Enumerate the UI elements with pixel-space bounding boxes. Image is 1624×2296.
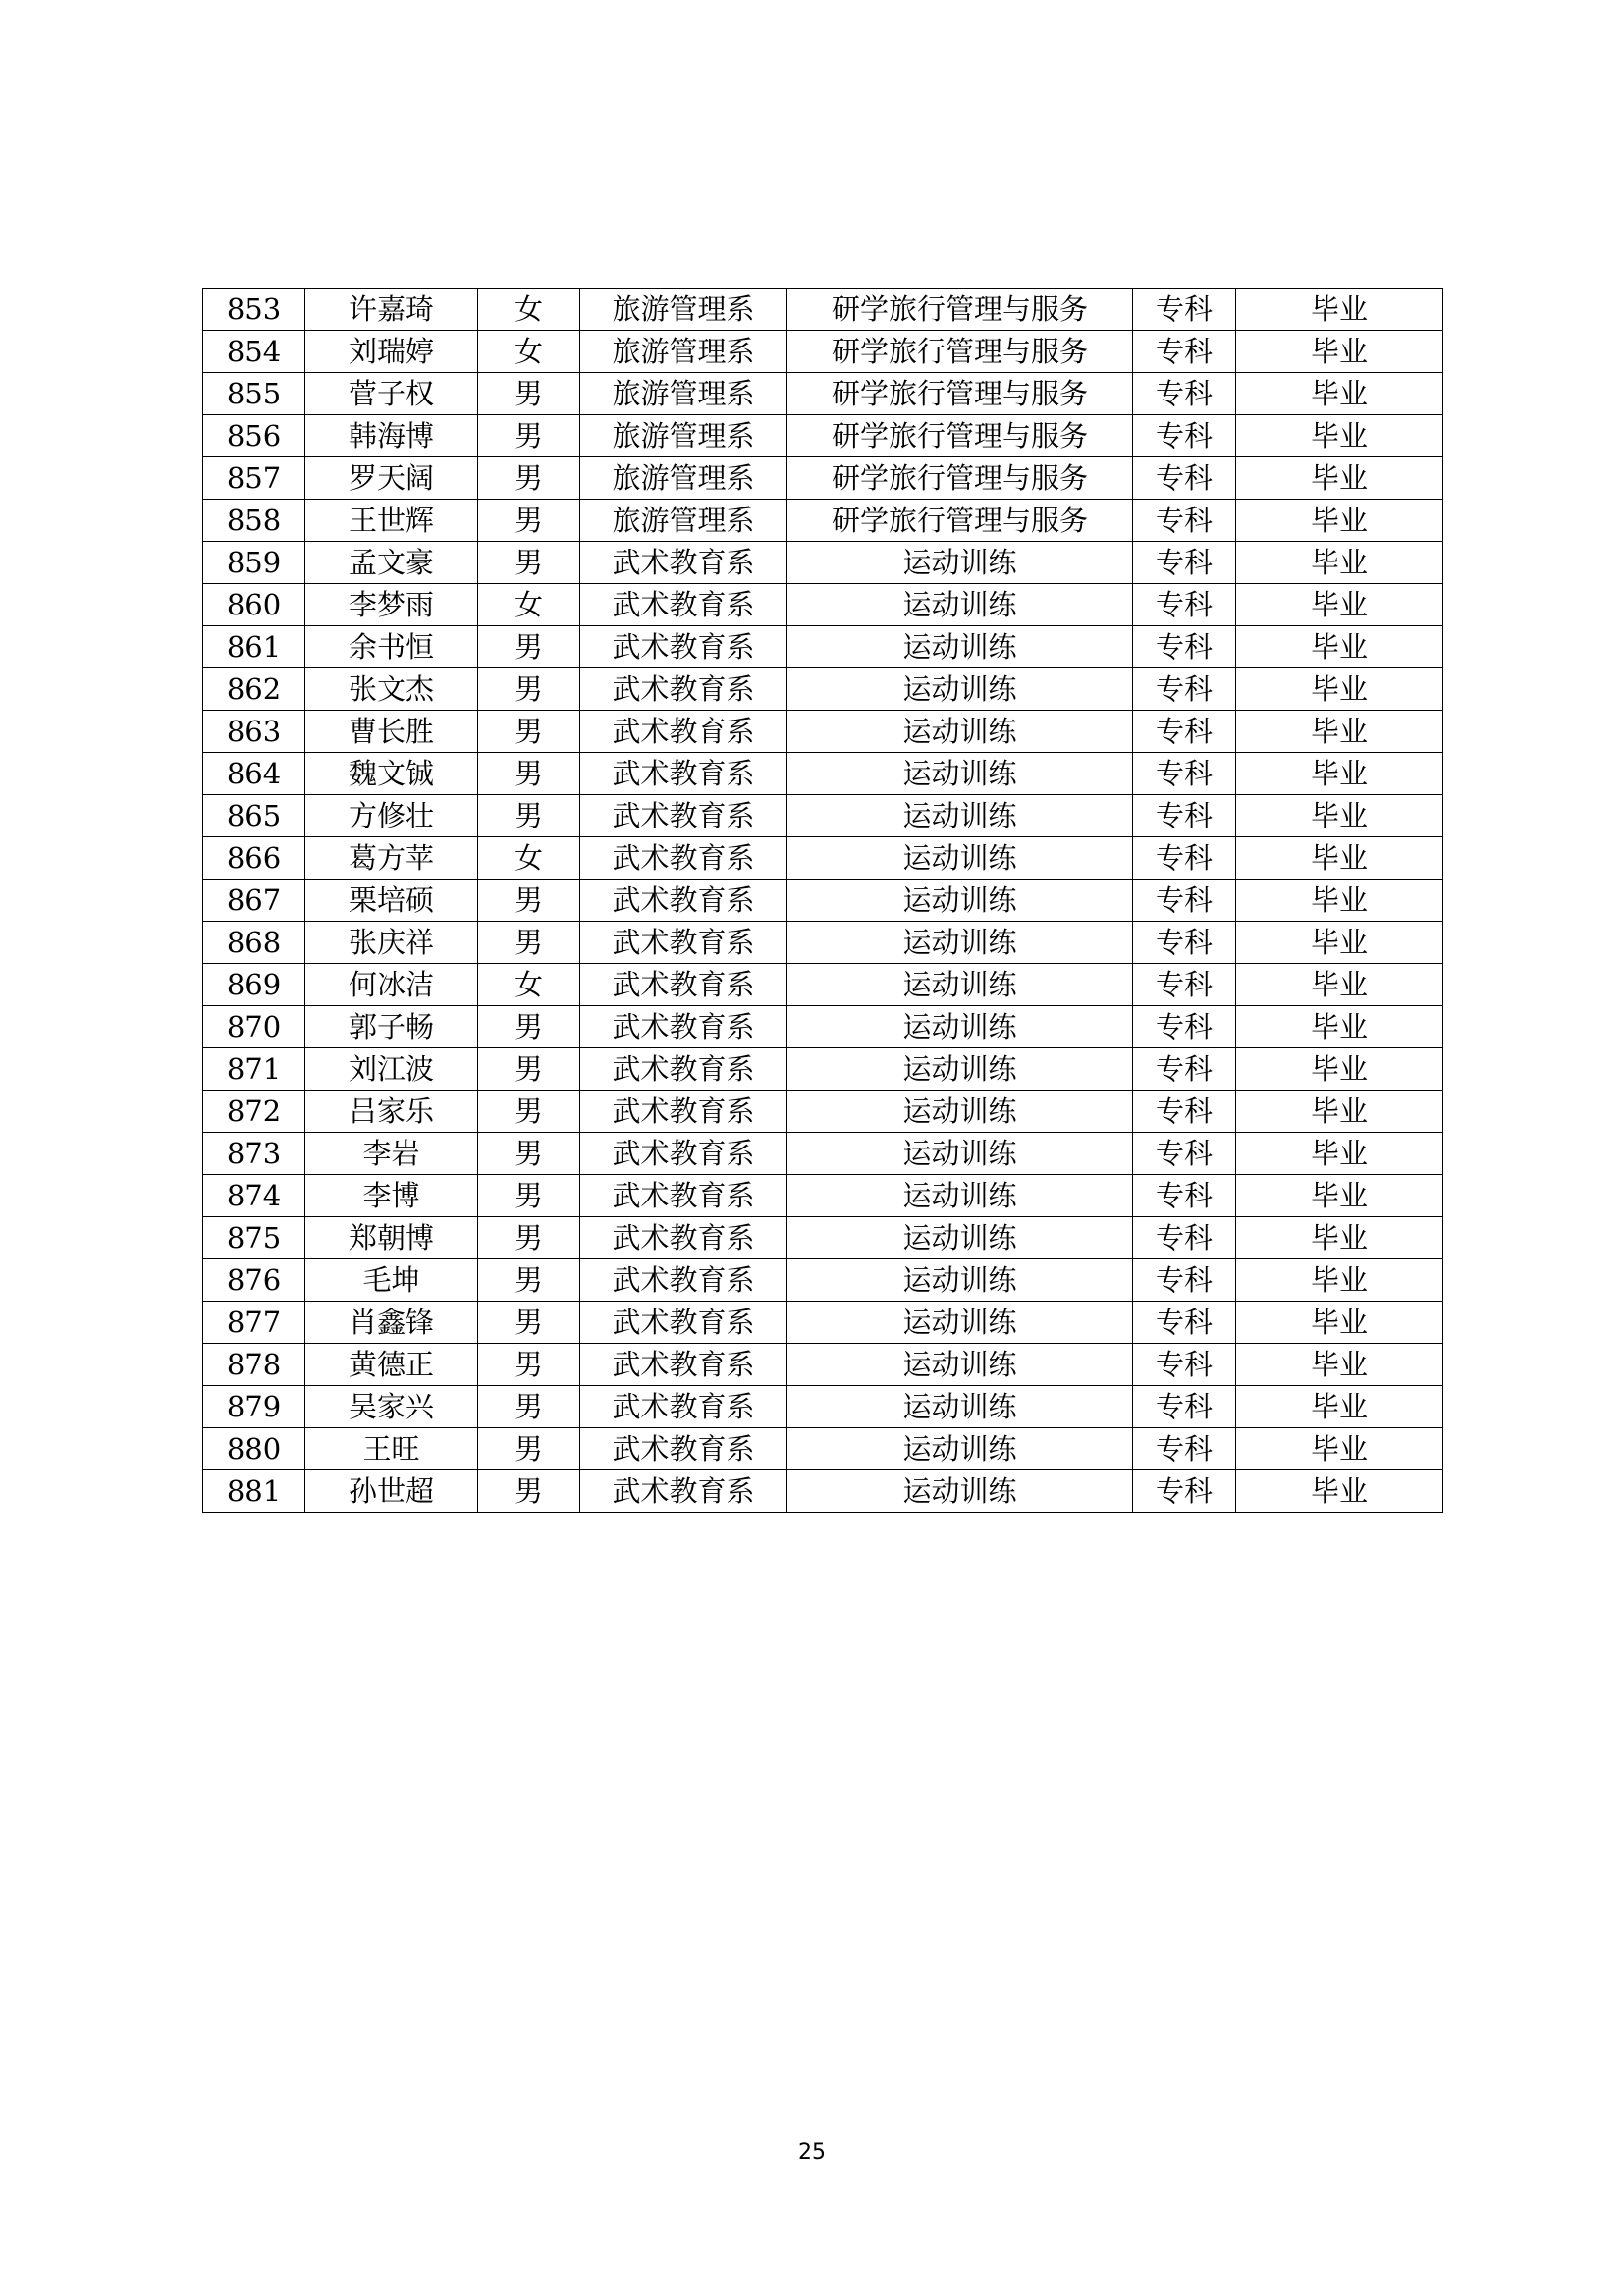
cell-level: 专科 — [1133, 795, 1236, 837]
cell-level: 专科 — [1133, 1386, 1236, 1428]
cell-major: 研学旅行管理与服务 — [787, 457, 1133, 500]
cell-gender: 男 — [478, 1302, 580, 1344]
cell-major: 运动训练 — [787, 1091, 1133, 1133]
cell-gender: 男 — [478, 1470, 580, 1513]
cell-name: 葛方苹 — [305, 837, 478, 880]
table-row — [203, 1133, 1443, 1175]
cell-level: 专科 — [1133, 1470, 1236, 1513]
cell-major: 运动训练 — [787, 1428, 1133, 1470]
cell-gender: 男 — [478, 1386, 580, 1428]
cell-gender: 女 — [478, 331, 580, 373]
cell-gender: 男 — [478, 668, 580, 711]
cell-department: 武术教育系 — [580, 1259, 787, 1302]
cell-status: 毕业 — [1236, 1175, 1443, 1217]
cell-status: 毕业 — [1236, 1048, 1443, 1091]
cell-gender: 男 — [478, 1175, 580, 1217]
cell-major: 运动训练 — [787, 753, 1133, 795]
table-row — [203, 584, 1443, 626]
cell-name: 吕家乐 — [305, 1091, 478, 1133]
cell-level: 专科 — [1133, 626, 1236, 668]
cell-level: 专科 — [1133, 331, 1236, 373]
cell-no: 854 — [203, 331, 305, 373]
cell-no: 856 — [203, 415, 305, 457]
cell-department: 武术教育系 — [580, 1428, 787, 1470]
cell-status: 毕业 — [1236, 457, 1443, 500]
cell-name: 王世辉 — [305, 500, 478, 542]
cell-gender: 男 — [478, 922, 580, 964]
table-row — [203, 500, 1443, 542]
cell-status: 毕业 — [1236, 1006, 1443, 1048]
cell-name: 魏文铖 — [305, 753, 478, 795]
cell-status: 毕业 — [1236, 415, 1443, 457]
table-row — [203, 837, 1443, 880]
cell-gender: 男 — [478, 753, 580, 795]
table-row — [203, 289, 1443, 331]
cell-status: 毕业 — [1236, 1386, 1443, 1428]
cell-level: 专科 — [1133, 1344, 1236, 1386]
cell-name: 王旺 — [305, 1428, 478, 1470]
cell-major: 运动训练 — [787, 837, 1133, 880]
cell-no: 868 — [203, 922, 305, 964]
cell-gender: 女 — [478, 289, 580, 331]
cell-level: 专科 — [1133, 837, 1236, 880]
cell-department: 旅游管理系 — [580, 331, 787, 373]
cell-status: 毕业 — [1236, 668, 1443, 711]
cell-name: 刘江波 — [305, 1048, 478, 1091]
cell-gender: 男 — [478, 415, 580, 457]
table-row — [203, 373, 1443, 415]
cell-level: 专科 — [1133, 500, 1236, 542]
graduate-roster-table — [202, 288, 1443, 1513]
cell-major: 运动训练 — [787, 626, 1133, 668]
cell-status: 毕业 — [1236, 795, 1443, 837]
table-row — [203, 1217, 1443, 1259]
cell-gender: 男 — [478, 1428, 580, 1470]
cell-department: 旅游管理系 — [580, 373, 787, 415]
cell-no: 878 — [203, 1344, 305, 1386]
cell-department: 武术教育系 — [580, 584, 787, 626]
cell-major: 研学旅行管理与服务 — [787, 289, 1133, 331]
cell-status: 毕业 — [1236, 1428, 1443, 1470]
cell-level: 专科 — [1133, 1133, 1236, 1175]
cell-status: 毕业 — [1236, 584, 1443, 626]
cell-status: 毕业 — [1236, 500, 1443, 542]
cell-name: 栗培硕 — [305, 880, 478, 922]
table-row — [203, 1048, 1443, 1091]
cell-level: 专科 — [1133, 1175, 1236, 1217]
cell-major: 运动训练 — [787, 1048, 1133, 1091]
cell-level: 专科 — [1133, 922, 1236, 964]
cell-major: 运动训练 — [787, 1217, 1133, 1259]
cell-no: 873 — [203, 1133, 305, 1175]
cell-department: 武术教育系 — [580, 1470, 787, 1513]
cell-department: 武术教育系 — [580, 711, 787, 753]
cell-no: 853 — [203, 289, 305, 331]
cell-gender: 男 — [478, 457, 580, 500]
cell-name: 毛坤 — [305, 1259, 478, 1302]
table-row — [203, 1344, 1443, 1386]
cell-department: 武术教育系 — [580, 668, 787, 711]
cell-name: 张文杰 — [305, 668, 478, 711]
cell-major: 运动训练 — [787, 795, 1133, 837]
table-row — [203, 626, 1443, 668]
cell-no: 858 — [203, 500, 305, 542]
cell-department: 武术教育系 — [580, 1344, 787, 1386]
cell-name: 李梦雨 — [305, 584, 478, 626]
cell-level: 专科 — [1133, 1217, 1236, 1259]
cell-status: 毕业 — [1236, 289, 1443, 331]
cell-name: 方修壮 — [305, 795, 478, 837]
table-row — [203, 964, 1443, 1006]
cell-department: 旅游管理系 — [580, 457, 787, 500]
cell-name: 李岩 — [305, 1133, 478, 1175]
cell-no: 870 — [203, 1006, 305, 1048]
cell-department: 旅游管理系 — [580, 500, 787, 542]
cell-gender: 女 — [478, 837, 580, 880]
table-row — [203, 1006, 1443, 1048]
cell-department: 武术教育系 — [580, 1386, 787, 1428]
cell-department: 武术教育系 — [580, 1175, 787, 1217]
cell-gender: 男 — [478, 795, 580, 837]
cell-major: 运动训练 — [787, 584, 1133, 626]
cell-name: 韩海博 — [305, 415, 478, 457]
cell-gender: 男 — [478, 1006, 580, 1048]
table-row — [203, 1470, 1443, 1513]
cell-status: 毕业 — [1236, 1133, 1443, 1175]
cell-name: 郑朝博 — [305, 1217, 478, 1259]
cell-name: 李博 — [305, 1175, 478, 1217]
table-row — [203, 1259, 1443, 1302]
cell-status: 毕业 — [1236, 1259, 1443, 1302]
cell-department: 武术教育系 — [580, 837, 787, 880]
table-row — [203, 1386, 1443, 1428]
cell-level: 专科 — [1133, 1091, 1236, 1133]
cell-major: 运动训练 — [787, 1006, 1133, 1048]
table-row — [203, 711, 1443, 753]
cell-department: 武术教育系 — [580, 795, 787, 837]
cell-name: 张庆祥 — [305, 922, 478, 964]
cell-no: 875 — [203, 1217, 305, 1259]
cell-status: 毕业 — [1236, 1091, 1443, 1133]
cell-name: 郭子畅 — [305, 1006, 478, 1048]
cell-gender: 男 — [478, 1217, 580, 1259]
cell-department: 武术教育系 — [580, 1133, 787, 1175]
cell-gender: 男 — [478, 1344, 580, 1386]
cell-no: 876 — [203, 1259, 305, 1302]
cell-major: 运动训练 — [787, 668, 1133, 711]
cell-department: 旅游管理系 — [580, 289, 787, 331]
cell-name: 孟文豪 — [305, 542, 478, 584]
cell-level: 专科 — [1133, 289, 1236, 331]
cell-gender: 男 — [478, 500, 580, 542]
cell-status: 毕业 — [1236, 922, 1443, 964]
cell-major: 运动训练 — [787, 1470, 1133, 1513]
cell-level: 专科 — [1133, 542, 1236, 584]
cell-gender: 男 — [478, 626, 580, 668]
cell-name: 孙世超 — [305, 1470, 478, 1513]
cell-department: 武术教育系 — [580, 964, 787, 1006]
table-row — [203, 668, 1443, 711]
cell-name: 吴家兴 — [305, 1386, 478, 1428]
cell-major: 运动训练 — [787, 1175, 1133, 1217]
cell-status: 毕业 — [1236, 373, 1443, 415]
cell-status: 毕业 — [1236, 964, 1443, 1006]
cell-no: 865 — [203, 795, 305, 837]
table-row — [203, 753, 1443, 795]
cell-name: 菅子权 — [305, 373, 478, 415]
cell-status: 毕业 — [1236, 880, 1443, 922]
cell-department: 武术教育系 — [580, 1091, 787, 1133]
table-row — [203, 1302, 1443, 1344]
cell-status: 毕业 — [1236, 1302, 1443, 1344]
cell-department: 武术教育系 — [580, 1302, 787, 1344]
cell-status: 毕业 — [1236, 1217, 1443, 1259]
table-row — [203, 415, 1443, 457]
cell-no: 862 — [203, 668, 305, 711]
cell-name: 曹长胜 — [305, 711, 478, 753]
cell-status: 毕业 — [1236, 711, 1443, 753]
cell-department: 武术教育系 — [580, 1006, 787, 1048]
cell-name: 罗天阔 — [305, 457, 478, 500]
cell-no: 860 — [203, 584, 305, 626]
cell-status: 毕业 — [1236, 1470, 1443, 1513]
cell-no: 869 — [203, 964, 305, 1006]
cell-department: 武术教育系 — [580, 753, 787, 795]
cell-no: 855 — [203, 373, 305, 415]
cell-major: 运动训练 — [787, 1386, 1133, 1428]
cell-name: 何冰洁 — [305, 964, 478, 1006]
cell-no: 880 — [203, 1428, 305, 1470]
table-row — [203, 1175, 1443, 1217]
cell-level: 专科 — [1133, 753, 1236, 795]
cell-department: 武术教育系 — [580, 1217, 787, 1259]
cell-department: 武术教育系 — [580, 542, 787, 584]
roster-body — [203, 289, 1443, 1513]
cell-status: 毕业 — [1236, 837, 1443, 880]
cell-major: 运动训练 — [787, 1133, 1133, 1175]
table-row — [203, 1091, 1443, 1133]
cell-department: 武术教育系 — [580, 880, 787, 922]
cell-department: 武术教育系 — [580, 626, 787, 668]
cell-major: 运动训练 — [787, 922, 1133, 964]
cell-no: 867 — [203, 880, 305, 922]
cell-no: 857 — [203, 457, 305, 500]
cell-major: 运动训练 — [787, 542, 1133, 584]
cell-major: 运动训练 — [787, 880, 1133, 922]
cell-major: 研学旅行管理与服务 — [787, 415, 1133, 457]
cell-major: 运动训练 — [787, 1344, 1133, 1386]
cell-status: 毕业 — [1236, 626, 1443, 668]
cell-major: 研学旅行管理与服务 — [787, 500, 1133, 542]
cell-major: 研学旅行管理与服务 — [787, 373, 1133, 415]
cell-no: 866 — [203, 837, 305, 880]
table-row — [203, 922, 1443, 964]
cell-name: 许嘉琦 — [305, 289, 478, 331]
cell-level: 专科 — [1133, 373, 1236, 415]
cell-major: 运动训练 — [787, 1302, 1133, 1344]
cell-level: 专科 — [1133, 457, 1236, 500]
table-row — [203, 542, 1443, 584]
cell-level: 专科 — [1133, 1302, 1236, 1344]
cell-no: 881 — [203, 1470, 305, 1513]
table-row — [203, 1428, 1443, 1470]
cell-level: 专科 — [1133, 1006, 1236, 1048]
cell-department: 武术教育系 — [580, 922, 787, 964]
cell-department: 旅游管理系 — [580, 415, 787, 457]
cell-gender: 男 — [478, 711, 580, 753]
cell-no: 861 — [203, 626, 305, 668]
cell-level: 专科 — [1133, 964, 1236, 1006]
cell-gender: 男 — [478, 542, 580, 584]
cell-status: 毕业 — [1236, 1344, 1443, 1386]
table-row — [203, 880, 1443, 922]
cell-no: 874 — [203, 1175, 305, 1217]
cell-name: 余书恒 — [305, 626, 478, 668]
cell-status: 毕业 — [1236, 753, 1443, 795]
cell-status: 毕业 — [1236, 542, 1443, 584]
cell-gender: 男 — [478, 1091, 580, 1133]
cell-gender: 男 — [478, 373, 580, 415]
cell-no: 871 — [203, 1048, 305, 1091]
cell-gender: 男 — [478, 1133, 580, 1175]
table-row — [203, 331, 1443, 373]
cell-gender: 女 — [478, 964, 580, 1006]
page-number: 25 — [798, 2140, 826, 2164]
cell-status: 毕业 — [1236, 331, 1443, 373]
cell-major: 运动训练 — [787, 711, 1133, 753]
cell-level: 专科 — [1133, 1048, 1236, 1091]
cell-major: 研学旅行管理与服务 — [787, 331, 1133, 373]
cell-level: 专科 — [1133, 584, 1236, 626]
cell-no: 879 — [203, 1386, 305, 1428]
cell-no: 859 — [203, 542, 305, 584]
cell-major: 运动训练 — [787, 1259, 1133, 1302]
cell-gender: 男 — [478, 1259, 580, 1302]
cell-name: 肖鑫锋 — [305, 1302, 478, 1344]
cell-no: 864 — [203, 753, 305, 795]
table-row — [203, 795, 1443, 837]
cell-level: 专科 — [1133, 415, 1236, 457]
cell-department: 武术教育系 — [580, 1048, 787, 1091]
cell-level: 专科 — [1133, 1259, 1236, 1302]
cell-major: 运动训练 — [787, 964, 1133, 1006]
cell-level: 专科 — [1133, 711, 1236, 753]
cell-gender: 女 — [478, 584, 580, 626]
cell-name: 刘瑞婷 — [305, 331, 478, 373]
cell-level: 专科 — [1133, 668, 1236, 711]
cell-gender: 男 — [478, 1048, 580, 1091]
cell-no: 877 — [203, 1302, 305, 1344]
table-row — [203, 457, 1443, 500]
cell-no: 872 — [203, 1091, 305, 1133]
cell-name: 黄德正 — [305, 1344, 478, 1386]
cell-level: 专科 — [1133, 880, 1236, 922]
cell-no: 863 — [203, 711, 305, 753]
cell-gender: 男 — [478, 880, 580, 922]
cell-level: 专科 — [1133, 1428, 1236, 1470]
